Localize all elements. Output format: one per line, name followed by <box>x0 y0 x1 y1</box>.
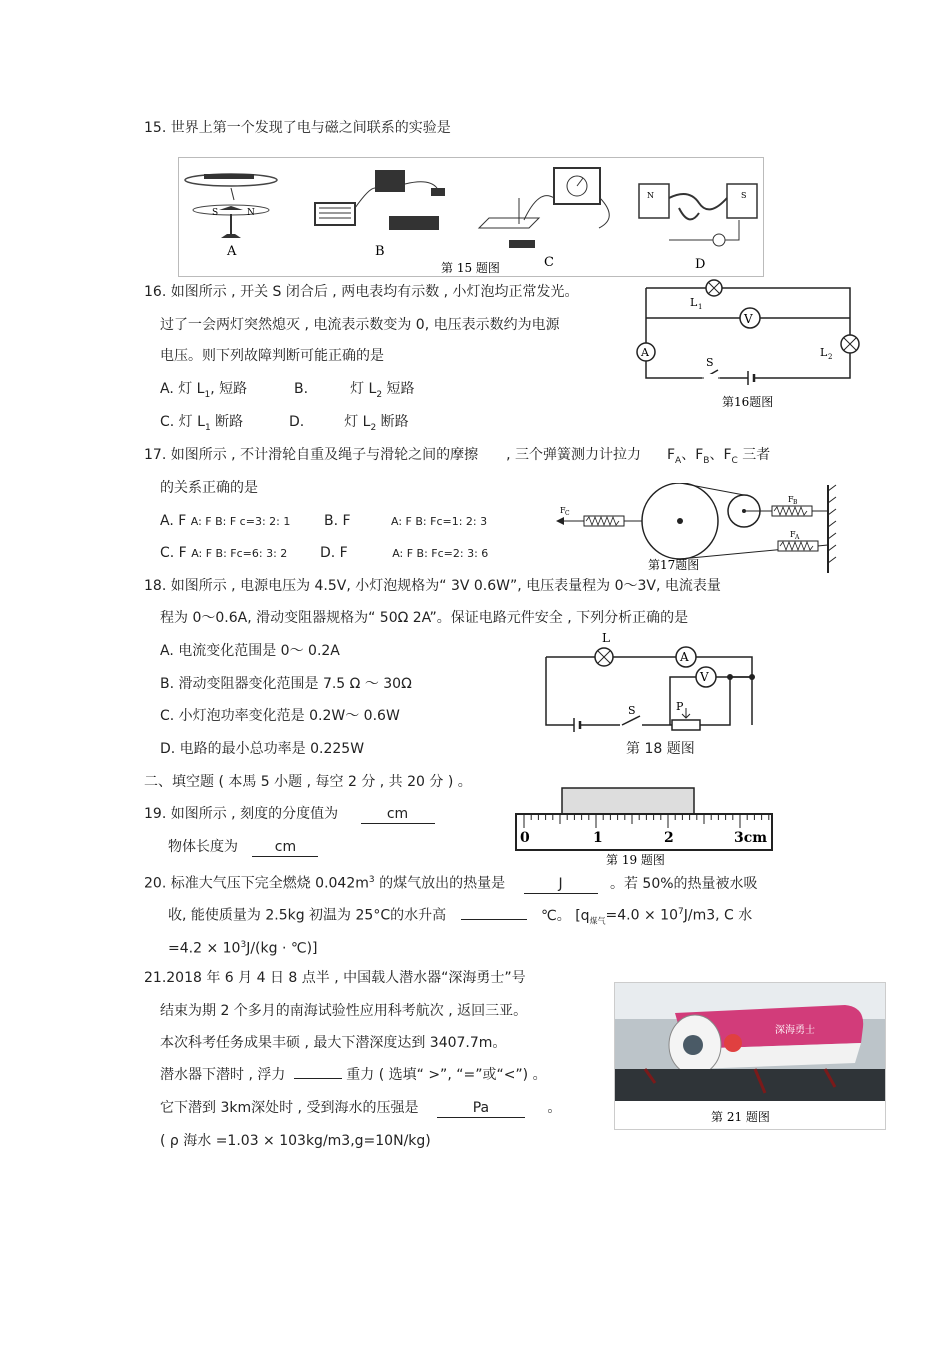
q15-label-b: B <box>375 244 385 259</box>
q19-blank-2[interactable]: cm <box>252 838 318 857</box>
q20-line-3 <box>168 936 318 958</box>
q17-option-c-text: A: F B: Fc=6: 3: 2 <box>191 547 288 560</box>
q20-line-3b: J/(kg · ℃)] <box>246 940 318 957</box>
q20-line-2-sup: 7 <box>678 907 684 917</box>
q16-fig-l2-sub: 2 <box>828 353 833 361</box>
q18-fig-l: L <box>602 631 610 645</box>
q16-fig-a: A <box>641 346 649 359</box>
q18-fig-p: P <box>676 700 684 713</box>
q15-label-d: D <box>695 257 706 272</box>
q20-line-2c: =4.0 × 10 <box>605 907 678 924</box>
q17-fig-fc: F <box>560 506 566 515</box>
q21-blank-1[interactable] <box>294 1078 342 1079</box>
q18-option-c[interactable]: C. 小灯泡功率变化范是 0.2W～ 0.6W <box>160 708 400 724</box>
q21-line-3: 本次科考任务成果丰硕 , 最大下潜深度达到 3407.7m。 <box>160 1035 507 1051</box>
q16-fig-l1: L <box>690 296 698 309</box>
q16-line-2: 过了一会两灯突然熄灭 , 电流表示数变为 0, 电压表示数约为电源 <box>160 317 560 333</box>
q20-line-2b: ℃。 [q <box>541 907 590 924</box>
q21-line-5 <box>160 1099 561 1118</box>
measured-block <box>562 788 694 814</box>
q20-line-2d: J/m3, C 水 <box>683 907 753 924</box>
q21-caption: 第 21 题图 <box>711 1110 770 1124</box>
experiment-b-illustration <box>315 170 445 230</box>
q17-option-c[interactable] <box>160 544 287 563</box>
q15-label-a: A <box>227 244 237 259</box>
q21-line-5b: 。 <box>547 1100 562 1116</box>
q17-fig-fb-sub: B <box>793 499 798 506</box>
q17-line-1f: 三者 <box>737 447 771 463</box>
q17-line-1b: , 三个弹簧测力计拉力 <box>506 447 641 463</box>
svg-text:S: S <box>212 208 219 218</box>
q20-blank-2[interactable] <box>461 919 527 920</box>
q17-line-2: 的关系正确的是 <box>160 480 258 496</box>
q17-fig-fb: F <box>788 495 794 504</box>
svg-text:N: N <box>647 191 654 200</box>
q20-line-2 <box>168 903 752 930</box>
q16-option-b-letter: B. <box>294 381 309 397</box>
q17-option-a-text: A: F B: F c=3: 2: 1 <box>190 515 291 528</box>
q20-blank-1[interactable]: J <box>524 875 598 894</box>
q18-caption: 第 18 题图 <box>626 741 695 757</box>
q19-blank-1[interactable]: cm <box>361 805 435 824</box>
q16-option-a-tail: , 短路 <box>210 381 248 397</box>
ruler-label-0: 0 <box>520 830 530 846</box>
q21-blank-2[interactable]: Pa <box>437 1099 525 1118</box>
q21-line-4 <box>160 1066 547 1084</box>
q16-option-c-sub: 1 <box>204 422 211 433</box>
q20-line-2a: 收, 能使质量为 2.5kg 初温为 25°C的水升高 <box>168 907 447 924</box>
q20-line-1 <box>144 871 758 894</box>
q16-line-1: 16. 如图所示 , 开关 S 闭合后 , 两电表均有示数 , 小灯泡均正常发光。 <box>144 284 579 300</box>
q21-line-2: 结束为期 2 个多月的南海试验性应用科考航次 , 返回三亚。 <box>160 1003 528 1019</box>
q16-line-3: 电压。则下列故障判断可能正确的是 <box>160 348 384 364</box>
q17-option-d[interactable] <box>320 544 488 563</box>
q16-option-a-text: A. 灯 L <box>160 381 205 397</box>
q16-option-d-letter: D. <box>289 414 305 430</box>
q16-option-c[interactable] <box>160 413 243 437</box>
q16-option-c-tail: 断路 <box>210 414 244 430</box>
q16-option-d[interactable] <box>289 413 409 437</box>
q17-sub-b: B <box>703 455 710 466</box>
q15-figure <box>178 157 764 277</box>
q20-line-1a: 20. 标准大气压下完全燃烧 0.042m <box>144 875 369 892</box>
q19-line-1-text: 19. 如图所示 , 刻度的分度值为 <box>144 806 339 822</box>
q16-fig-v: V <box>744 312 753 326</box>
q17-option-d-letter: D. F <box>320 545 348 561</box>
q21-line-1: 21.2018 年 6 月 4 日 8 点半 , 中国载人潜水器“深海勇士”号 <box>144 970 526 986</box>
q21-line-5a: 它下潜到 3km深处时 , 受到海水的压强是 <box>160 1100 419 1116</box>
q19-ruler-figure <box>506 782 776 868</box>
q18-fig-a: A <box>680 650 689 664</box>
q17-sub-c: C <box>731 455 738 466</box>
q20-line-2-sub: 煤气 <box>589 916 606 926</box>
q16-option-d-text: 灯 L <box>344 414 371 430</box>
q17-option-b[interactable] <box>324 512 487 531</box>
q19-line-1 <box>144 805 435 824</box>
submersible-photo <box>615 983 885 1129</box>
svg-text:N: N <box>247 208 255 218</box>
q17-caption: 第17题图 <box>648 558 700 572</box>
q20-line-1b: 的煤气放出的热量是 <box>374 875 506 892</box>
svg-text:S: S <box>741 191 747 200</box>
q16-option-d-tail: 断路 <box>376 414 409 430</box>
q18-line-2: 程为 0～0.6A, 滑动变阻器规格为“ 50Ω 2A”。保证电路元件安全 , 下列分析正确的是 <box>160 610 689 626</box>
q21-photo-figure <box>614 982 886 1130</box>
q17-line-1a: 17. 如图所示 , 不计滑轮自重及绳子与滑轮之间的摩擦 <box>144 447 479 463</box>
q16-option-a[interactable] <box>160 380 247 404</box>
experiment-c-illustration <box>479 168 609 248</box>
q17-fig-fa: F <box>790 530 796 539</box>
q21-line-4b: 重力 ( 选填“ >”, “=”或“<”) 。 <box>346 1067 547 1083</box>
rheostat-icon <box>672 720 700 730</box>
q16-option-d-sub: 2 <box>370 422 377 433</box>
q16-fig-l2: L <box>820 346 828 359</box>
q18-circuit-figure <box>530 630 764 756</box>
q17-line-1e: 、F <box>709 447 732 463</box>
q18-option-b[interactable]: B. 滑动变阻器变化范围是 7.5 Ω ～ 30Ω <box>160 676 412 692</box>
q17-option-a-letter: A. F <box>160 513 187 529</box>
ruler-label-3: 3cm <box>734 830 768 846</box>
q16-option-a-sub: 1 <box>204 389 211 400</box>
experiment-d-illustration <box>639 184 757 246</box>
q21-line-6: ( ρ 海水 =1.03 × 103kg/m3,g=10N/kg) <box>160 1133 431 1149</box>
ruler-label-1: 1 <box>593 830 603 846</box>
q17-option-c-letter: C. F <box>160 545 187 561</box>
q15-label-c: C <box>544 255 554 270</box>
q17-line-1 <box>144 446 770 470</box>
q18-fig-v: V <box>700 670 709 684</box>
q17-line-1c: F <box>666 447 676 463</box>
q19-line-2-text: 物体长度为 <box>168 839 238 855</box>
ruler-label-2: 2 <box>664 830 674 846</box>
q16-option-c-text: C. 灯 L <box>160 414 205 430</box>
q16-option-b-tail: 短路 <box>382 381 415 397</box>
q17-pulley-figure <box>552 483 848 573</box>
q18-line-1: 18. 如图所示 , 电源电压为 4.5V, 小灯泡规格为“ 3V 0.6W”, 电压表量程为 0～3V, 电流表量 <box>144 578 721 594</box>
q17-fig-fa-sub: A <box>795 534 800 541</box>
q20-line-1-sup: 3 <box>368 875 375 885</box>
q16-caption: 第16题图 <box>722 395 774 409</box>
q19-caption: 第 19 题图 <box>606 853 665 867</box>
q16-circuit-figure <box>630 278 864 412</box>
q18-option-d[interactable]: D. 电路的最小总功率是 0.225W <box>160 741 365 757</box>
q17-option-b-text: A: F B: Fc=1: 2: 3 <box>391 515 488 528</box>
q21-photo-text: 深海勇士 <box>775 1025 815 1036</box>
q17-fig-fc-sub: C <box>565 510 570 517</box>
q16-option-b-sub: 2 <box>376 389 383 400</box>
q17-line-1d: 、F <box>681 447 704 463</box>
q20-line-1c: 。若 50%的热量被水吸 <box>609 875 758 892</box>
section-2-heading: 二、填空题 ( 本馬 5 小题 , 每空 2 分 , 共 20 分 ) 。 <box>144 774 472 790</box>
q18-fig-s: S <box>628 704 636 717</box>
q17-option-a[interactable] <box>160 512 290 531</box>
q17-option-d-text: A: F B: Fc=2: 3: 6 <box>392 547 489 560</box>
q20-line-3a: =4.2 × 10 <box>168 940 241 957</box>
q19-line-2 <box>168 838 318 857</box>
q16-option-b[interactable] <box>294 380 415 404</box>
q15-stem: 15. 世界上第一个发现了电与磁之间联系的实验是 <box>144 120 451 136</box>
q15-caption: 第 15 题图 <box>441 261 500 275</box>
q17-sub-a: A <box>675 455 682 466</box>
q21-line-4a: 潜水器下潜时 , 浮力 <box>160 1067 286 1083</box>
q16-option-b-text: 灯 L <box>350 381 377 397</box>
q16-fig-s: S <box>706 356 714 369</box>
q16-fig-l1-sub: 1 <box>698 303 703 311</box>
experiment-a-illustration <box>185 174 277 238</box>
q17-option-b-letter: B. F <box>324 513 351 529</box>
q18-option-a[interactable]: A. 电流变化范围是 0～ 0.2A <box>160 643 340 659</box>
q20-line-3-sup: 3 <box>240 940 247 950</box>
